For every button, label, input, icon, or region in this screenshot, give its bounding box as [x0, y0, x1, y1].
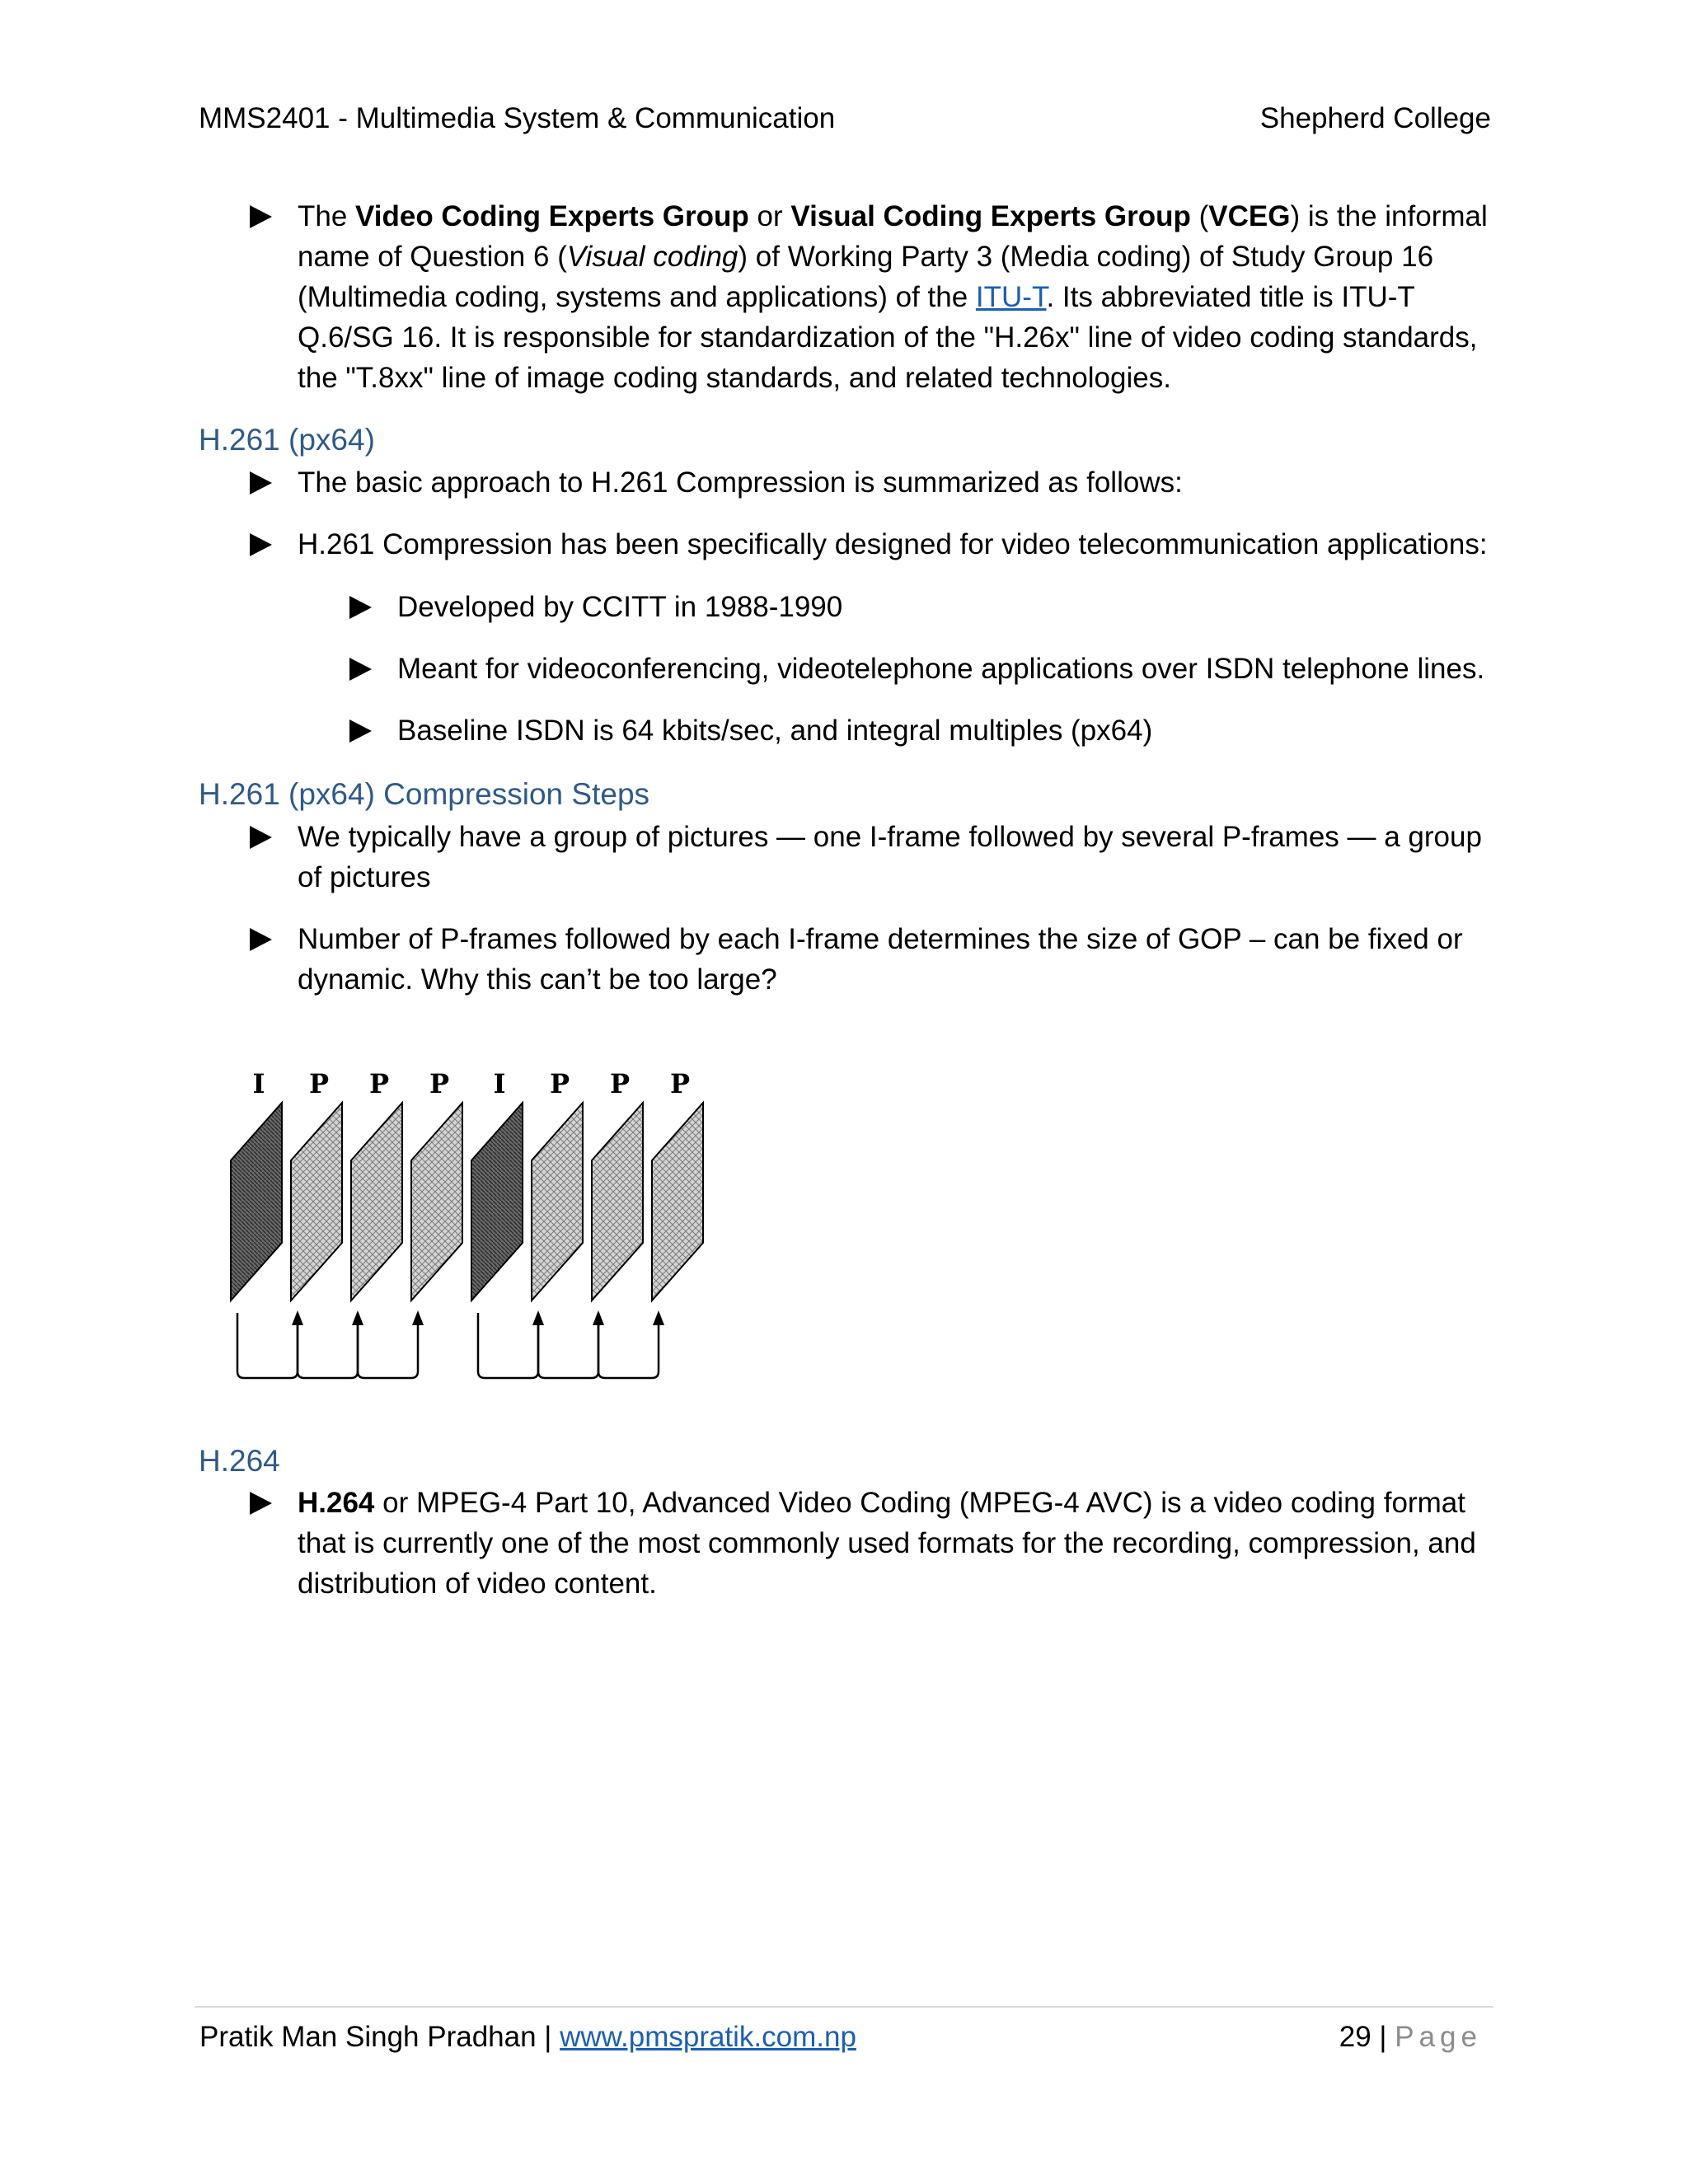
- prediction-arrow: [358, 1313, 418, 1378]
- frame-p: [351, 1103, 402, 1301]
- vceg-text: The Video Coding Experts Group or Visual Coding Experts Group (VCEG) is the informal name of Question 6 (Visual coding) of Working Party 3 (Media coding) of Study Group 16 (Multimedia coding, systems and applications) of the ITU-T. Its abbreviated title is ITU-T Q.6/SG 16. It is responsible for standardization of the "H.26x" line of video coding standards, the "T.8xx" line of image coding standards, and related technologies.: [298, 200, 1488, 394]
- page-number: 29: [1339, 2021, 1372, 2053]
- footer-author: Pratik Man Singh Pradhan |: [199, 2021, 560, 2053]
- course-title: MMS2401 - Multimedia System & Communication: [199, 102, 836, 134]
- heading-h261: H.261 (px64): [199, 423, 375, 457]
- bullet-arrow-icon: [250, 471, 272, 494]
- bullet-arrow-icon: [250, 928, 272, 951]
- prediction-arrow: [538, 1313, 598, 1378]
- gop-diagram: [221, 1057, 740, 1403]
- frame-label: P: [308, 1068, 330, 1099]
- frame-label: P: [368, 1068, 390, 1099]
- heading-h264: H.264: [199, 1444, 280, 1478]
- bullet-arrow-icon: [250, 826, 272, 849]
- frame-label: I: [252, 1068, 265, 1099]
- page-word: Page: [1395, 2021, 1482, 2053]
- frame-p: [291, 1103, 342, 1301]
- bullet-arrow-icon: [250, 533, 272, 556]
- frame-label: P: [549, 1068, 570, 1099]
- prediction-arrow: [237, 1313, 298, 1378]
- frame-p: [592, 1103, 643, 1301]
- frame-i: [231, 1103, 282, 1301]
- bullet-arrow-icon: [250, 205, 272, 228]
- arrowhead-icon: [412, 1310, 424, 1325]
- frame-label: I: [493, 1068, 506, 1099]
- bullet-arrow-icon: [349, 596, 372, 619]
- frame-label: P: [669, 1068, 691, 1099]
- frame-p: [411, 1103, 462, 1301]
- arrowhead-icon: [653, 1310, 664, 1325]
- heading-compression-steps: H.261 (px64) Compression Steps: [199, 777, 650, 811]
- bullet-arrow-icon: [349, 719, 372, 743]
- bullet-arrow-icon: [250, 1492, 272, 1515]
- footer-website-link[interactable]: www.pmspratik.com.np: [560, 2021, 856, 2053]
- frame-p: [652, 1103, 703, 1301]
- footer-divider: [195, 2006, 1493, 2008]
- frame-label: P: [429, 1068, 450, 1099]
- frame-label: P: [609, 1068, 631, 1099]
- frame-p: [532, 1103, 583, 1301]
- prediction-arrow: [298, 1313, 358, 1378]
- page-footer: Pratik Man Singh Pradhan | www.pmspratik.com.np 29 | Page: [195, 2006, 1493, 2062]
- frame-i: [471, 1103, 523, 1301]
- bullet-arrow-icon: [349, 658, 372, 681]
- page-header: [199, 97, 1491, 140]
- itu-t-link[interactable]: ITU-T: [975, 281, 1047, 313]
- college-name: Shepherd College: [1259, 102, 1491, 134]
- prediction-arrow: [598, 1313, 659, 1378]
- prediction-arrow: [478, 1313, 538, 1378]
